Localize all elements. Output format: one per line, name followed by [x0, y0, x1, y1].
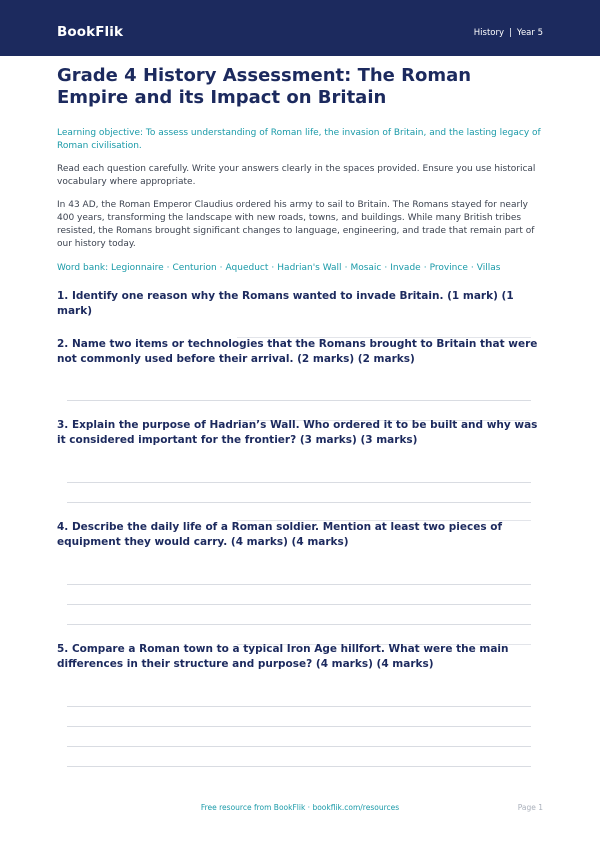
intro-text: In 43 AD, the Roman Emperor Claudius ordered his army to sail to Britain. The Romans stayed for nearly 400 years, transforming the landscape with new roads, towns, and buildings. While many British tribes resisted, the Romans brought significant changes to language, engineering, and trade that remain part of our history today.	[57, 200, 535, 249]
footer-text[interactable]: Free resource from BookFlik · bookflik.com/resources	[200, 803, 400, 812]
answer-line[interactable]	[67, 624, 531, 625]
word-bank-word: Province	[429, 263, 468, 273]
word-bank-word: Hadrian's Wall	[277, 263, 342, 273]
answer-line[interactable]	[67, 604, 531, 605]
answer-line[interactable]	[67, 726, 531, 727]
learning-objective: Learning objective: To assess understanding of Roman life, the invasion of Britain, and the lasting legacy of Roman civilisation.	[57, 128, 541, 151]
question-5: 5. Compare a Roman town to a typical Iron Age hillfort. What were the main differences in their structure and purpose? (4 marks) (4 marks)	[57, 643, 509, 670]
answer-line[interactable]	[67, 746, 531, 747]
answer-line[interactable]	[67, 502, 531, 503]
answer-line[interactable]	[67, 482, 531, 483]
breadcrumb-subject[interactable]: History	[473, 28, 505, 38]
word-bank-label: Word bank:	[57, 263, 109, 273]
question-3: 3. Explain the purpose of Hadrian’s Wall. Who ordered it to be built and why was it considered important for the frontier? (3 marks) (3 marks)	[57, 419, 538, 446]
question-1: 1. Identify one reason why the Romans wanted to invade Britain. (1 mark) (1 mark)	[57, 290, 514, 317]
page-title: Grade 4 History Assessment: The Roman Empire and its Impact on Britain	[57, 65, 472, 108]
header-bar	[0, 0, 600, 56]
word-bank-word: Invade	[390, 263, 421, 273]
brand-logo[interactable]: BookFlik	[57, 24, 124, 40]
question-2: 2. Name two items or technologies that the Romans brought to Britain that were not commonly used before their arrival. (2 marks) (2 marks)	[57, 338, 538, 365]
answer-line[interactable]	[67, 584, 531, 585]
breadcrumb-year[interactable]: Year 5	[516, 28, 543, 38]
answer-line[interactable]	[67, 400, 531, 401]
word-bank-word: Centurion	[172, 263, 217, 273]
word-bank: Word bank: Legionnaire · Centurion · Aqueduct · Hadrian's Wall · Mosaic · Invade · Province · Villas	[57, 263, 501, 273]
answer-line[interactable]	[67, 766, 531, 767]
word-bank-word: Legionnaire	[111, 263, 164, 273]
question-4: 4. Describe the daily life of a Roman soldier. Mention at least two pieces of equipment they would carry. (4 marks) (4 marks)	[57, 521, 503, 548]
breadcrumb-separator: |	[509, 28, 512, 38]
page-number: Page 1	[517, 803, 543, 812]
word-bank-word: Aqueduct	[225, 263, 269, 273]
breadcrumb	[474, 28, 543, 38]
intro-section	[57, 65, 543, 275]
answer-line[interactable]	[67, 706, 531, 707]
word-bank-word: Villas	[476, 263, 501, 273]
instructions-text: Read each question carefully. Write your answers clearly in the spaces provided. Ensure you use historical vocabulary where appropriate.	[57, 164, 536, 187]
word-bank-word: Mosaic	[350, 263, 382, 273]
